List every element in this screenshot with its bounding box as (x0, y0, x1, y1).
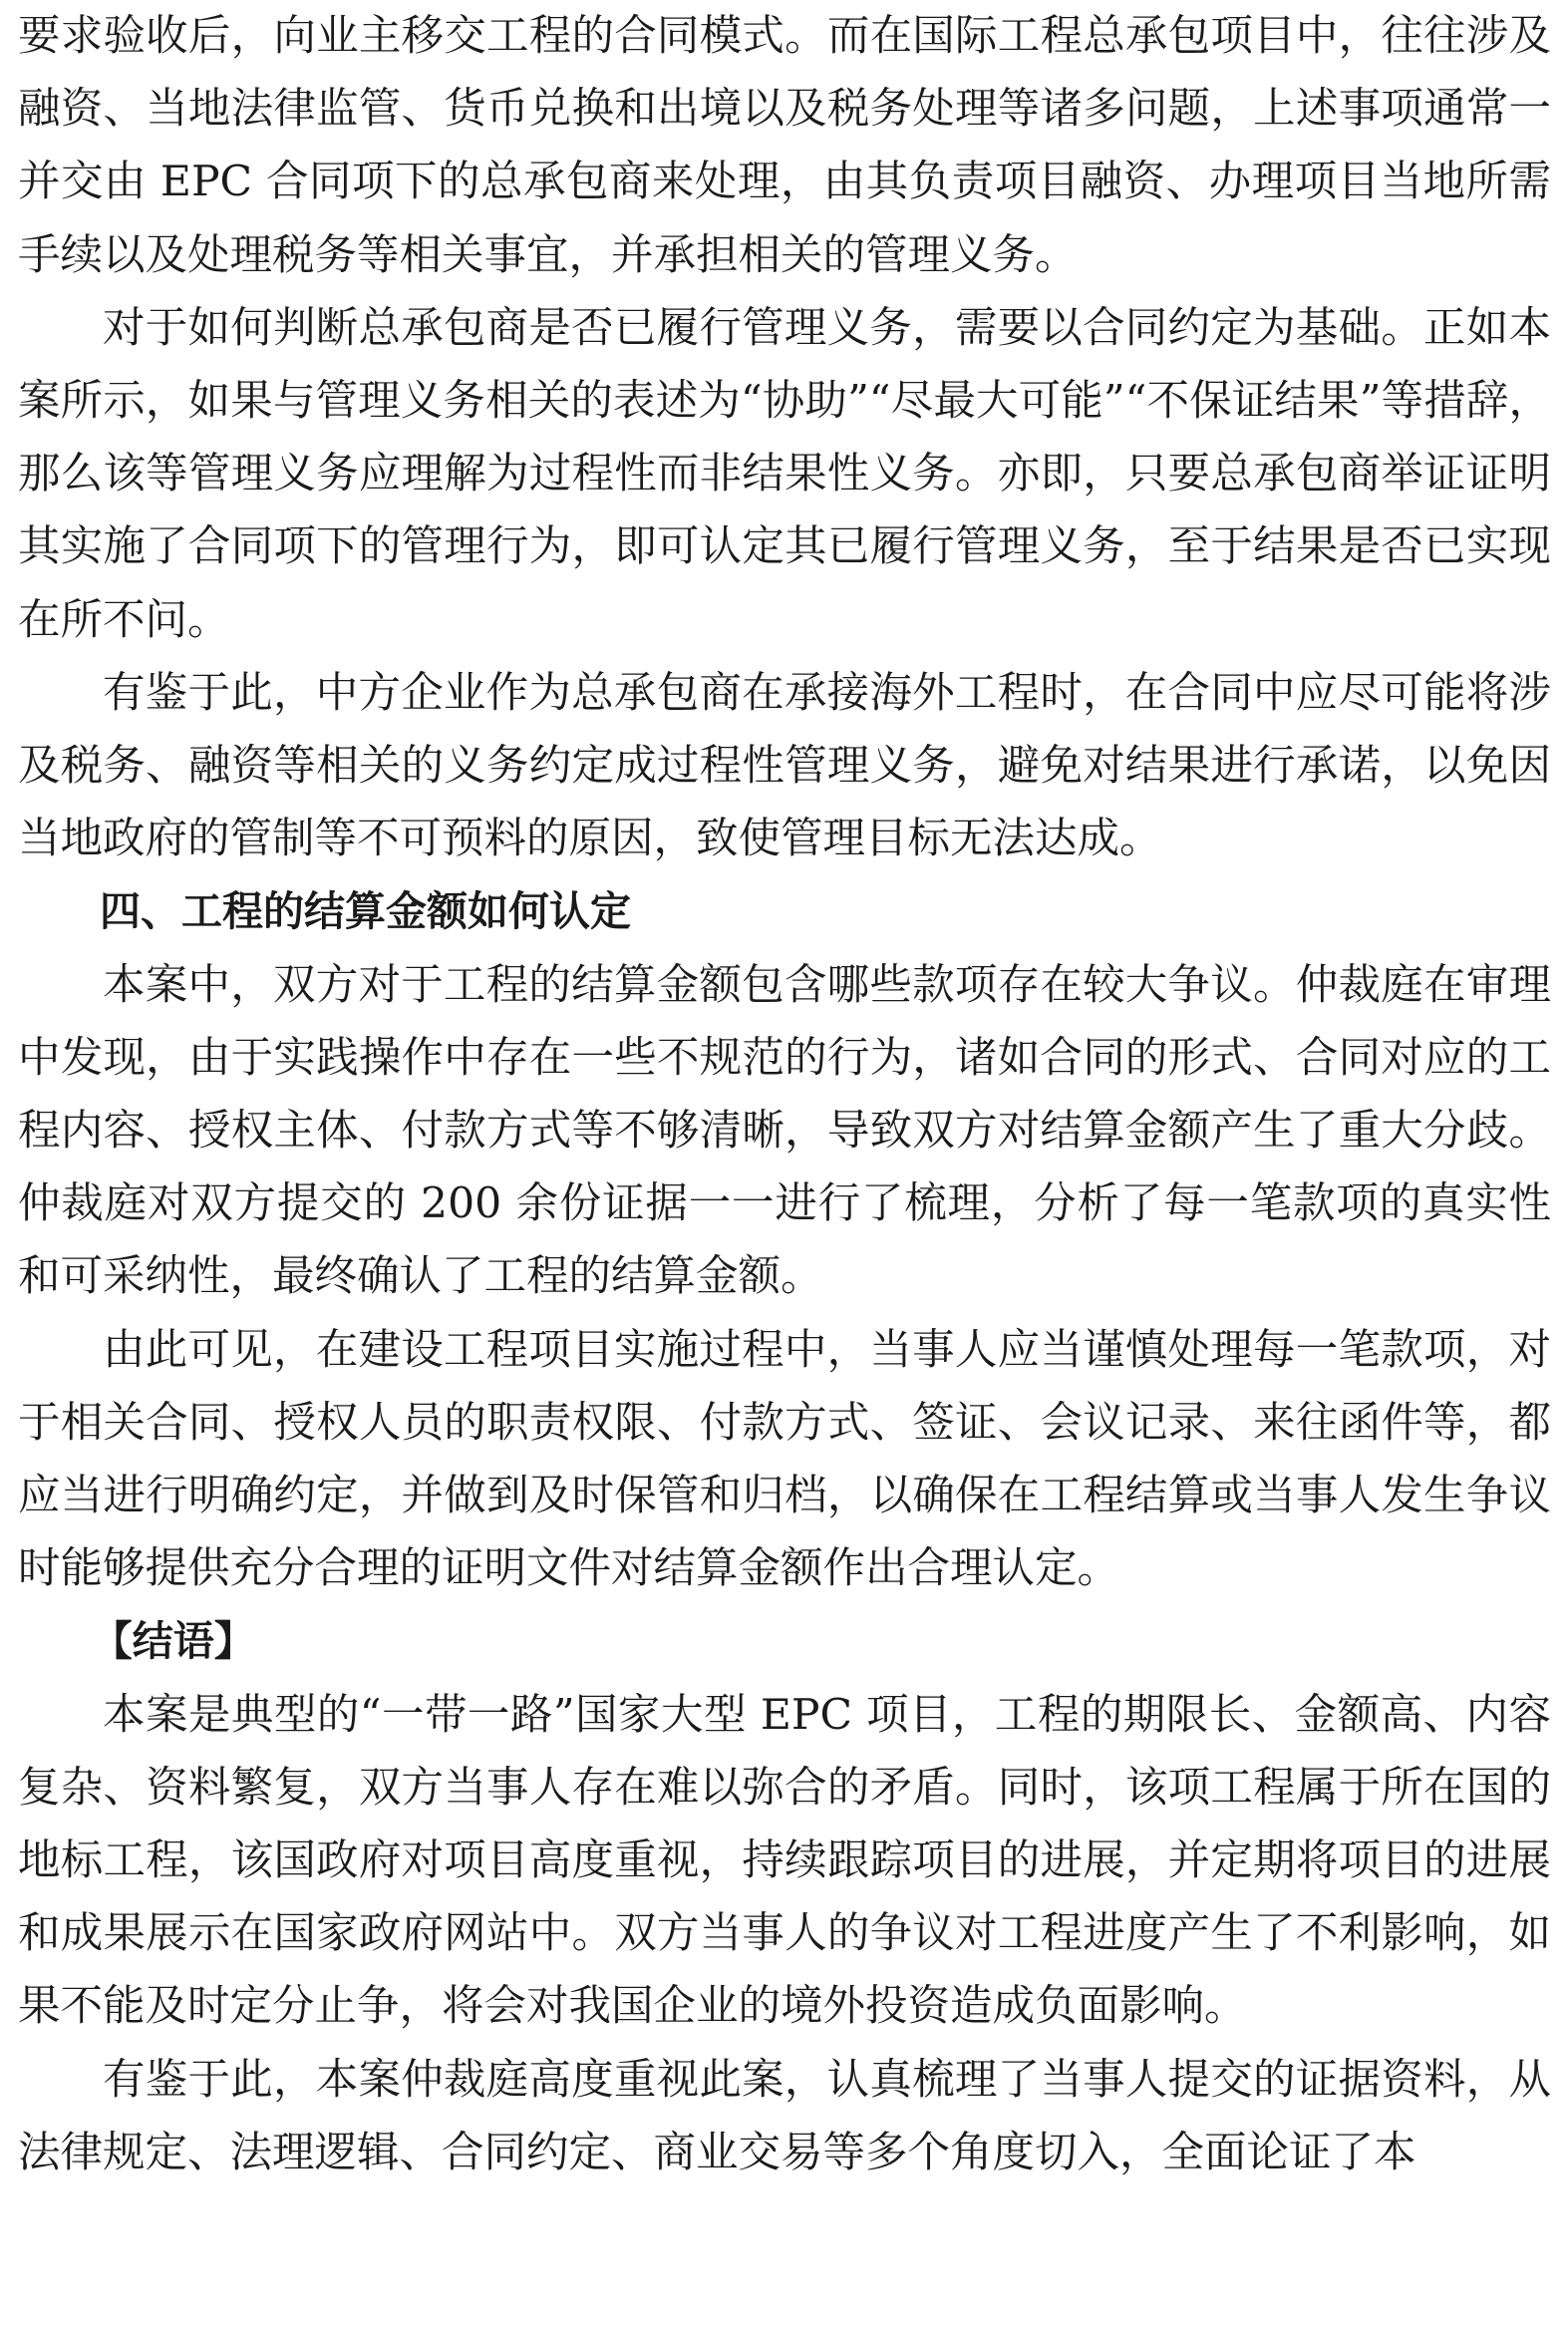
document-page (18, 0, 1551, 2189)
section-heading-conclusion: 【结语】 (91, 1617, 255, 1666)
paragraph-settlement-dispute: 本案中，双方对于工程的结算金额包含哪些款项存在较大争议。仲裁庭在审理中发现，由于实践操作中存在一些不规范的行为，诸如合同的形式、合同对应的工程内容、授权主体、付款方式等不够清晰，导致双方对结算金额产生了重大分歧。仲裁庭对双方提交的 200 余份证据一一进行了梳理，分析了每一笔款项的真实性和可采纳性，最终确认了工程的结算金额。 (18, 960, 1551, 1302)
paragraph-advice-process-duties: 有鉴于此，中方企业作为总承包商在承接海外工程时，在合同中应尽可能将涉及税务、融资等相关的义务约定成过程性管理义务，避免对结果进行承诺，以免因当地政府的管制等不可预料的原因，致使管理目标无法达成。 (18, 668, 1551, 864)
paragraph-conclusion-case-summary: 本案是典型的“一带一路”国家大型 EPC 项目，工程的期限长、金额高、内容复杂、资料繁复，双方当事人存在难以弥合的矛盾。同时，该项工程属于所在国的地标工程，该国政府对项目高度重视，持续跟踪项目的进展，并定期将项目的进展和成果展示在国家政府网站中。双方当事人的争议对工程进度产生了不利影响，如果不能及时定分止争，将会对我国企业的境外投资造成负面影响。 (18, 1690, 1551, 2032)
paragraph-judging-performance: 对于如何判断总承包商是否已履行管理义务，需要以合同约定为基础。正如本案所示，如果与管理义务相关的表述为“协助”“尽最大可能”“不保证结果”等措辞，那么该等管理义务应理解为过程性而非结果性义务。亦即，只要总承包商举证证明其实施了合同项下的管理行为，即可认定其已履行管理义务，至于结果是否已实现在所不问。 (18, 303, 1551, 645)
section-heading-settlement-amount: 四、工程的结算金额如何认定 (100, 887, 631, 936)
paragraph-settlement-advice: 由此可见，在建设工程项目实施过程中，当事人应当谨慎处理每一笔款项，对于相关合同、授权人员的职责权限、付款方式、签证、会议记录、来往函件等，都应当进行明确约定，并做到及时保管和归档，以确保在工程结算或当事人发生争议时能够提供充分合理的证明文件对结算金额作出合理认定。 (18, 1325, 1551, 1594)
paragraph-conclusion-tribunal: 有鉴于此，本案仲裁庭高度重视此案，认真梳理了当事人提交的证据资料，从法律规定、法理逻辑、合同约定、商业交易等多个角度切入，全面论证了本 (18, 2055, 1551, 2177)
paragraph-epc-management-duties: 要求验收后，向业主移交工程的合同模式。而在国际工程总承包项目中，往往涉及融资、当地法律监管、货币兑换和出境以及税务处理等诸多问题，上述事项通常一并交由 EPC 合同项下的总承包商来处理，由其负责项目融资、办理项目当地所需手续以及处理税务等相关事宜，并承担相关的管理义务。 (18, 12, 1551, 280)
